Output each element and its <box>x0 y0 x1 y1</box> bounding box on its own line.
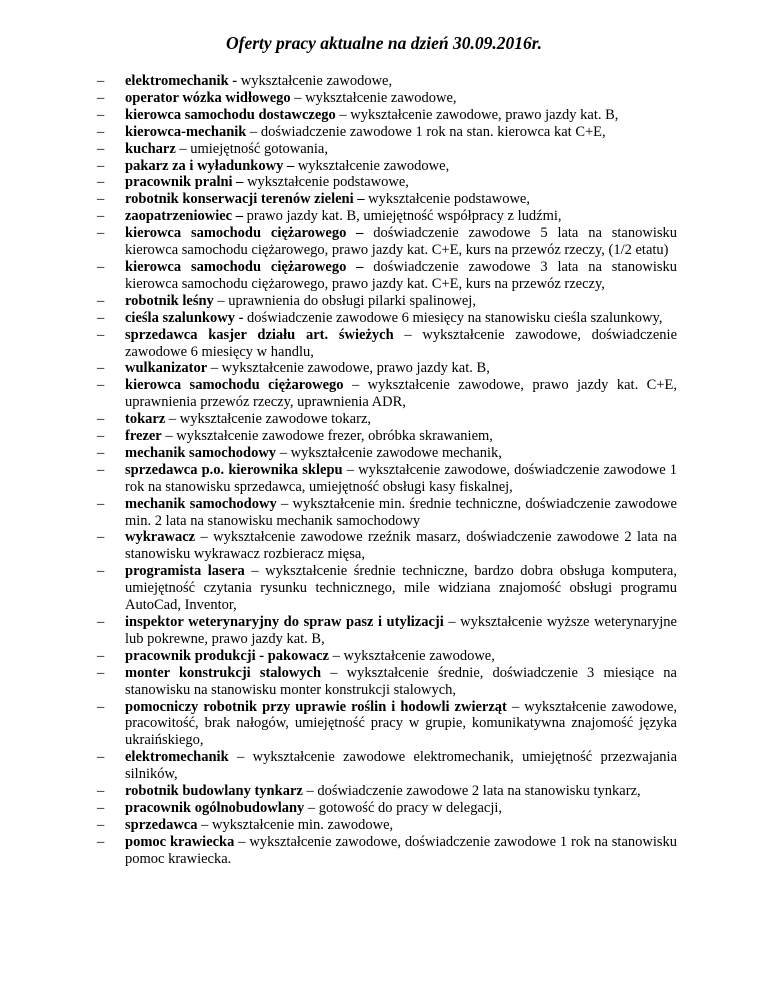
job-title: wulkanizator <box>125 360 208 377</box>
job-requirements: – wykształcenie zawodowe, doświadczenie zawodowe 1 rok na stanowisku pomoc krawiecka. <box>125 833 678 867</box>
job-title: mechanik samochodowy <box>125 444 277 461</box>
list-dash: – <box>97 106 105 123</box>
job-requirements: wykształcenie podstawowe, <box>247 174 409 191</box>
list-dash: – <box>97 191 105 208</box>
job-title: kierowca samochodu ciężarowego – <box>125 258 364 275</box>
job-requirements: – wykształcenie zawodowe, prawo jazdy kat. B, <box>339 106 619 123</box>
job-title: sprzedawca kasjer działu art. świeżych <box>125 326 394 343</box>
job-title: kierowca samochodu dostawczego <box>125 106 336 123</box>
job-offer-item <box>97 749 677 783</box>
list-dash: – <box>97 258 105 275</box>
job-requirements: – umiejętność gotowania, <box>179 140 328 157</box>
list-dash: – <box>97 360 105 377</box>
job-offer-item <box>97 310 677 327</box>
list-dash: – <box>97 411 105 428</box>
list-dash: – <box>97 225 105 242</box>
job-requirements: wykształcenie podstawowe, <box>368 191 530 208</box>
job-offer-item <box>97 191 677 208</box>
job-requirements: – wykształcenie średnie techniczne, bardzo dobra obsługa komputera, umiejętność czytania rysunku technicznego, mile widziana znajomość obsługi programu AutoCad, Inventor, <box>125 563 677 614</box>
job-offer-item <box>97 817 677 834</box>
job-offer-item <box>97 665 677 699</box>
job-offer-item <box>97 783 677 800</box>
job-title: zaopatrzeniowiec – <box>125 208 243 225</box>
list-dash: – <box>97 444 105 461</box>
job-offer-item <box>97 411 677 428</box>
list-dash: – <box>97 563 105 580</box>
job-requirements: – doświadczenie zawodowe 1 rok na stan. kierowca kat C+E, <box>250 123 606 140</box>
list-dash: – <box>97 647 105 664</box>
job-title: inspektor weterynaryjny do spraw pasz i utylizacji <box>125 614 444 630</box>
job-title: elektromechanik - <box>125 73 238 89</box>
list-dash: – <box>97 326 105 343</box>
job-requirements: – wykształcenie zawodowe, <box>294 89 457 106</box>
job-requirements: prawo jazdy kat. B, umiejętność współpracy z ludźmi, <box>246 208 562 225</box>
job-offer-item <box>97 428 677 445</box>
list-dash: – <box>97 783 105 800</box>
job-requirements: – wykształcenie zawodowe, <box>332 647 495 664</box>
job-offer-item <box>97 834 677 868</box>
job-offer-item <box>97 648 677 665</box>
job-offer-item <box>97 124 677 141</box>
job-requirements: – wykształcenie zawodowe rzeźnik masarz, doświadczenie zawodowe 2 lata na stanowisku wykrawacz rozbieracz mięsa, <box>125 529 677 563</box>
job-title: wykrawacz <box>125 529 196 546</box>
job-title: kierowca samochodu ciężarowego <box>125 377 344 394</box>
list-dash: – <box>97 529 105 546</box>
job-title: pracownik produkcji - pakowacz <box>125 647 329 664</box>
list-dash: – <box>97 833 105 850</box>
job-title: operator wózka widłowego <box>125 89 291 106</box>
job-title: frezer <box>125 428 162 445</box>
job-offer-item <box>97 174 677 191</box>
job-requirements: – wykształcenie zawodowe, doświadczenie zawodowe 1 rok na stanowisku sprzedawca, umiejętność obsługi kasy fiskalnej, <box>125 461 678 495</box>
job-requirements: – gotowość do pracy w delegacji, <box>307 799 503 816</box>
list-dash: – <box>97 495 105 512</box>
job-offer-item <box>97 158 677 175</box>
job-requirements: doświadczenie zawodowe 3 lata na stanowisku kierowca samochodu ciężarowego, prawo jazdy kat. C+E, kurs na przewóz rzeczy, <box>125 258 678 292</box>
job-title: pomoc krawiecka <box>125 833 235 850</box>
document-title: Oferty pracy aktualne na dzień 30.09.2016r. <box>226 33 542 53</box>
job-offer-item <box>97 445 677 462</box>
job-title: pakarz za i wyładunkowy – <box>125 157 295 174</box>
list-dash: – <box>97 309 105 326</box>
job-title: robotnik konserwacji terenów zieleni – <box>125 191 365 208</box>
job-offer-item <box>97 360 677 377</box>
job-requirements: doświadczenie zawodowe 6 miesięcy na stanowisku cieśla szalunkowy, <box>247 309 663 326</box>
job-offer-item <box>97 563 677 614</box>
list-dash: – <box>97 664 105 681</box>
job-requirements: – wykształcenie zawodowe, pracowitość, brak nałogów, umiejętność pracy w grupie, komunikatywna znajomość języka ukraińskiego, <box>125 698 678 749</box>
job-offer-item <box>97 800 677 817</box>
job-requirements: wykształcenie zawodowe, <box>240 73 393 89</box>
job-title: robotnik leśny <box>125 292 214 309</box>
job-title: robotnik budowlany tynkarz <box>125 783 303 800</box>
job-title: kierowca samochodu ciężarowego – <box>125 225 364 242</box>
job-offer-item <box>97 496 677 530</box>
list-dash: – <box>97 428 105 445</box>
job-offer-item <box>97 327 677 361</box>
job-title: pracownik pralni – <box>125 174 244 191</box>
job-title: programista lasera <box>125 563 245 580</box>
job-offers-list <box>97 73 677 868</box>
job-offer-item <box>97 107 677 124</box>
list-dash: – <box>97 140 105 157</box>
job-offer-item <box>97 377 677 411</box>
list-dash: – <box>97 208 105 225</box>
job-offer-item <box>97 614 677 648</box>
job-requirements: – wykształcenie min. średnie techniczne, doświadczenie zawodowe min. 2 lata na stanowisku mechanik samochodowy <box>125 495 677 529</box>
job-requirements: – wykształcenie min. zawodowe, <box>201 816 394 833</box>
job-offer-item <box>97 529 677 563</box>
job-requirements: – wykształcenie zawodowe frezer, obróbka skrawaniem, <box>165 428 493 445</box>
job-offer-item <box>97 73 677 90</box>
job-offer-item <box>97 259 677 293</box>
job-requirements: – uprawnienia do obsługi pilarki spalinowej, <box>217 292 476 309</box>
job-offer-item <box>97 225 677 259</box>
job-requirements: – wykształcenie zawodowe tokarz, <box>168 411 371 428</box>
list-dash: – <box>97 174 105 191</box>
job-title: pomocniczy robotnik przy uprawie roślin i hodowli zwierząt <box>125 698 507 715</box>
job-requirements: – wykształcenie średnie, doświadczenie 3 miesiące na stanowisku na stanowisku monter konstrukcji stalowych, <box>125 664 677 698</box>
job-requirements: – wykształcenie zawodowe elektromechanik, umiejętność przezwajania silników, <box>125 749 678 783</box>
list-dash: – <box>97 749 105 766</box>
job-requirements: – wykształcenie zawodowe mechanik, <box>279 444 502 461</box>
job-title: kucharz <box>125 140 176 157</box>
job-title: tokarz <box>125 411 166 428</box>
list-dash: – <box>97 461 105 478</box>
job-requirements: wykształcenie zawodowe, <box>297 157 450 174</box>
job-title: kierowca-mechanik <box>125 123 247 140</box>
list-dash: – <box>97 698 105 715</box>
job-title: cieśla szalunkowy - <box>125 309 244 326</box>
job-requirements: – wykształcenie wyższe weterynaryjne lub pokrewne, prawo jazdy kat. B, <box>125 614 677 647</box>
list-dash: – <box>97 73 105 89</box>
job-offer-item <box>97 141 677 158</box>
list-dash: – <box>97 123 105 140</box>
job-title: sprzedawca <box>125 816 198 833</box>
job-requirements: – wykształcenie zawodowe, doświadczenie zawodowe 6 miesięcy w handlu, <box>125 326 678 360</box>
job-offer-item <box>97 208 677 225</box>
list-dash: – <box>97 157 105 174</box>
job-offer-item <box>97 293 677 310</box>
list-dash: – <box>97 614 105 630</box>
job-requirements: doświadczenie zawodowe 5 lata na stanowisku kierowca samochodu ciężarowego, prawo jazdy kat. C+E, kurs na przewóz rzeczy, (1/2 etatu) <box>125 225 678 259</box>
job-requirements: – wykształcenie zawodowe, prawo jazdy kat. B, <box>210 360 490 377</box>
job-offer-item <box>97 90 677 107</box>
job-offer-item <box>97 699 677 750</box>
job-title: pracownik ogólnobudowlany <box>125 799 305 816</box>
list-dash: – <box>97 816 105 833</box>
job-requirements: – wykształcenie zawodowe, prawo jazdy kat. C+E, uprawnienia przewóz rzeczy, uprawnienia ADR, <box>125 377 677 411</box>
job-offer-item <box>97 462 677 496</box>
job-title: monter konstrukcji stalowych <box>125 664 322 681</box>
list-dash: – <box>97 292 105 309</box>
job-title: sprzedawca p.o. kierownika sklepu <box>125 461 343 478</box>
list-dash: – <box>97 799 105 816</box>
job-title: elektromechanik <box>125 749 229 766</box>
list-dash: – <box>97 377 105 394</box>
list-dash: – <box>97 89 105 106</box>
job-title: mechanik samochodowy <box>125 495 277 512</box>
job-requirements: – doświadczenie zawodowe 2 lata na stanowisku tynkarz, <box>306 783 641 800</box>
